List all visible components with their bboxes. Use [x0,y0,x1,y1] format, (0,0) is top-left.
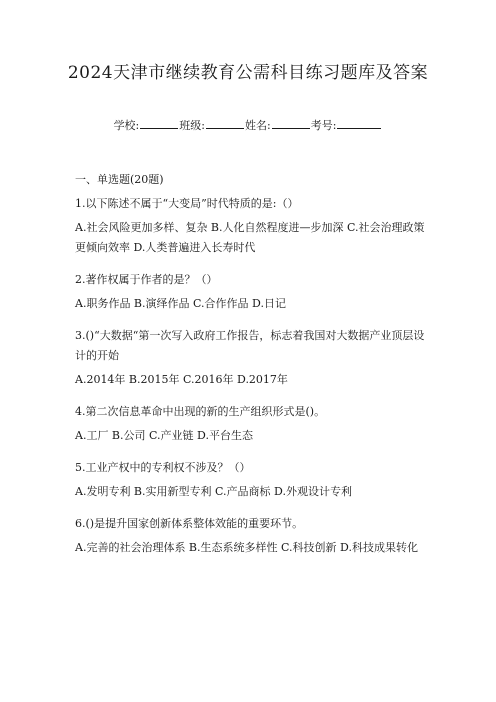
exam-no-label: 考号: [310,119,337,132]
document-title: 2024天津市继续教育公需科目练习题库及答案 [67,63,429,83]
student-info-line [62,118,434,134]
question-options: A.工厂 B.公司 C.产业链 D.平台生态 [75,429,253,442]
class-blank[interactable] [206,118,244,129]
question-stem: 2.著作权属于作者的是？（） [75,273,218,286]
question-options: A.社会风险更加多样、复杂 B.人化自然程度进—步加深 C.社会治理政策更倾向效率 D.人类普遍进入长寿时代 [75,221,425,254]
question-item [75,326,430,390]
exam-no-blank[interactable] [337,118,381,129]
question-list [75,194,430,570]
section-heading: 一、单选题(20题) [75,173,164,186]
question-options: A.完善的社会治理体系 B.生态系统多样性 C.科技创新 D.科技成果转化 [75,541,418,554]
question-stem: 1.以下陈述不属于“大变局”时代特质的是:（） [75,197,299,210]
question-stem: 5.工业产权中的专利权不涉及？（） [75,461,251,474]
question-item [75,402,430,446]
class-label: 班级: [179,119,205,132]
question-options: A.职务作品 B.演绎作品 C.合作作品 D.日记 [75,297,286,310]
question-stem: 6.()是提升国家创新体系整体效能的重要环节。 [75,517,304,530]
question-item [75,270,430,314]
question-item [75,194,430,258]
name-blank[interactable] [272,118,310,129]
question-item [75,458,430,502]
question-stem: 4.第二次信息革命中出现的新的生产组织形式是()。 [75,405,326,418]
question-stem: 3.()“大数据“第一次写入政府工作报告，标志着我国对大数据产业顶层设计的开始 [75,329,425,362]
question-item [75,514,430,558]
question-options: A.发明专利 B.实用新型专利 C.产品商标 D.外观设计专利 [75,485,352,498]
name-label: 姓名: [245,119,271,132]
school-label: 学校: [113,119,140,132]
school-blank[interactable] [140,118,178,129]
question-options: A.2014年 B.2015年 C.2016年 D.2017年 [75,373,288,386]
